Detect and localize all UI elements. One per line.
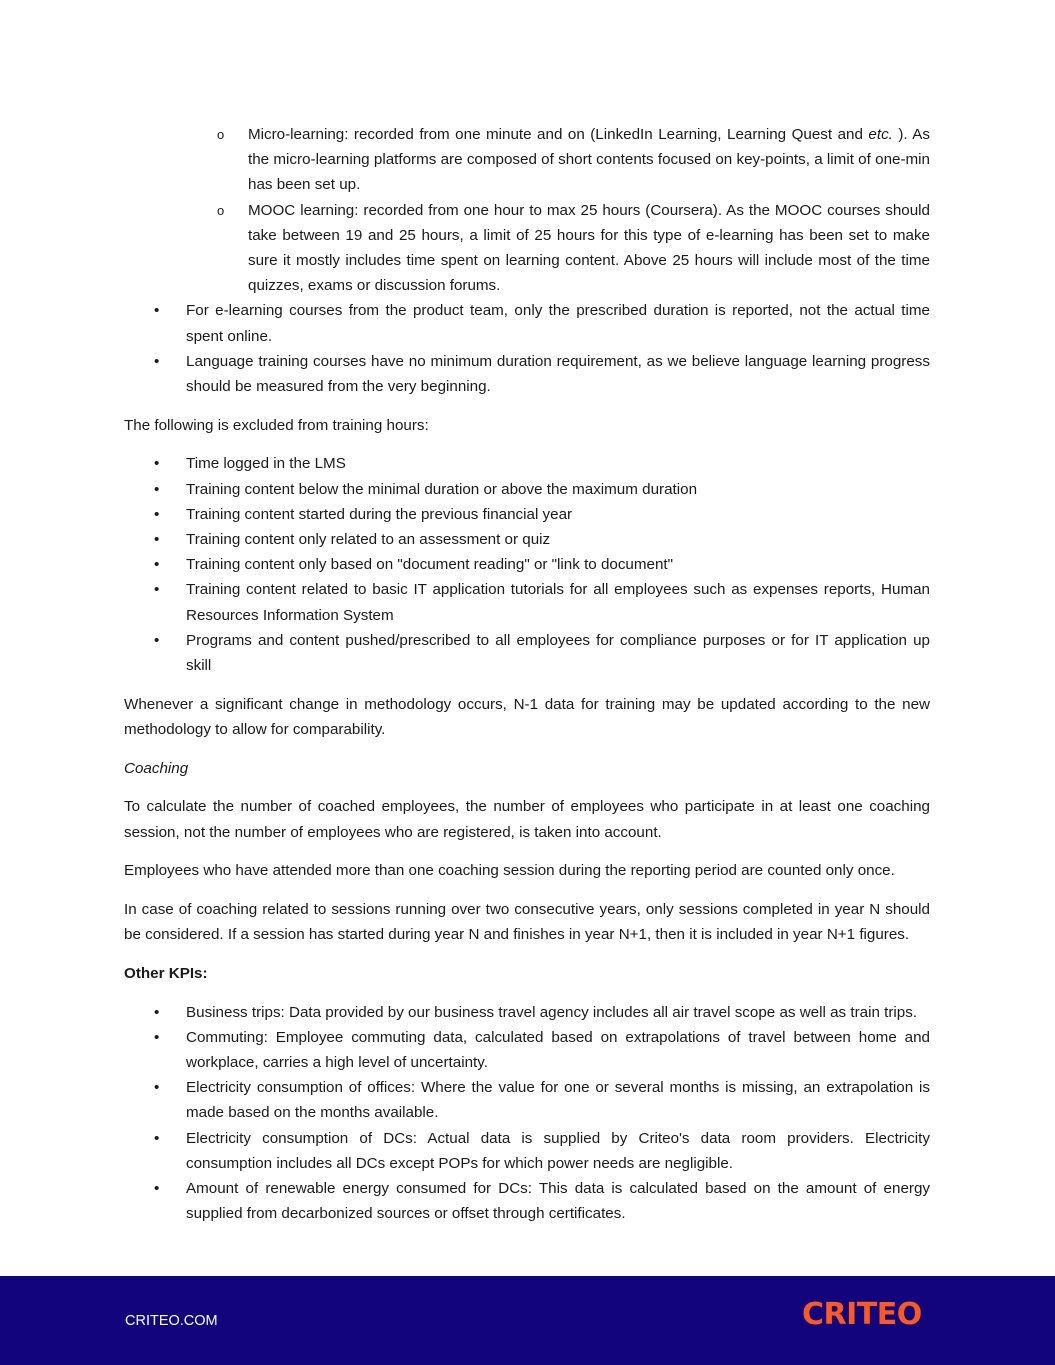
section-heading-coaching: Coaching [124,759,189,777]
list-item: • Training content started during the previous financial year [154,505,573,523]
criteo-logo: CRITEO [802,1297,922,1332]
item-text: Business trips: Data provided by our business travel agency includes all air travel scope as well as train trips. [186,1003,918,1021]
paragraph: Employees who have attended more than one coaching session during the reporting period are counted only once. [124,862,895,880]
item-text: Training content below the minimal duration or above the maximum duration [186,480,698,498]
list-item: • Commuting: Employee commuting data, calculated based on extrapolations of travel between home and workplace, carries a high level of uncertainty. [154,1028,930,1071]
sub-bullet-list [124,122,930,399]
item-text: Electricity consumption of DCs: Actual data is supplied by Criteo's data room providers. Electricity consumption includes all DCs except POPs for which power needs are negligible. [186,1129,930,1172]
list-item: • Training content related to basic IT application tutorials for all employees such as expenses reports, Human Resources Information System [154,581,930,624]
list-item: • Training content below the minimal duration or above the maximum duration [154,480,698,498]
other-kpis-list [124,1000,930,1227]
item-text: Amount of renewable energy consumed for DCs: This data is calculated based on the amount of energy supplied from decarbonized sources or offset through certificates. [186,1180,930,1223]
list-item: • Electricity consumption of offices: Where the value for one or several months is missing, an extrapolation is made based on the months available. [154,1079,930,1122]
item-text: Training content started during the previous financial year [186,505,573,523]
item-text: Commuting: Employee commuting data, calculated based on extrapolations of travel between home and workplace, carries a high level of uncertainty. [186,1028,930,1071]
footer [0,1276,1055,1365]
item-text: For e-learning courses from the product team, only the prescribed duration is reported, not the actual time spent online. [186,302,930,345]
item-text: Micro-learning: recorded from one minute and on (LinkedIn Learning, Learning Quest and [248,126,869,143]
list-item: • Training content only related to an assessment or quiz [154,531,551,549]
paragraph: In case of coaching related to sessions running over two consecutive years, only sessions completed in year N should be considered. If a session has started during year N and finishes in year N+1, then it is included in year N+1 figures. [124,900,930,944]
item-text-italic: etc. [868,126,893,143]
list-item: • Electricity consumption of DCs: Actual data is supplied by Criteo's data room providers. Electricity consumption includes all DCs except POPs for which power needs are negligible. [154,1129,930,1172]
item-text: Training content related to basic IT application tutorials for all employees such as expenses reports, Human Resources Information System [186,581,930,624]
list-item: • Language training courses have no minimum duration requirement, as we believe language learning progress should be measured from the very beginning. [154,352,930,396]
list-item: o MOOC learning: recorded from one hour to max 25 hours (Coursera). As the MOOC courses should take between 19 and 25 hours, a limit of 25 hours for this type of e-learning has been set to make sure it mostly includes time spent on learning content. Above 25 hours will include most of the time quizzes, exams or discussion forums. [217,201,930,295]
list-item: • Business trips: Data provided by our business travel agency includes all air travel scope as well as train trips. [154,1003,918,1021]
item-text: Training content only based on "document reading" or "link to document" [186,556,674,574]
document-body [124,122,930,1240]
list-item: • Programs and content pushed/prescribed to all employees for compliance purposes or for IT application up skill [154,631,930,675]
list-item: o Micro-learning: recorded from one minute and on (LinkedIn Learning, Learning Quest and etc. ). As the micro-learning platforms are composed of short contents focused on key-points, a limit of one-min has been set up. [217,126,931,194]
paragraph: Whenever a significant change in methodology occurs, N-1 data for training may be updated according to the new methodology to allow for comparability. [124,695,930,738]
section-heading-other-kpis: Other KPIs: [124,964,208,982]
item-text: Programs and content pushed/prescribed to all employees for compliance purposes or for IT application up skill [186,631,930,675]
list-item: • Time logged in the LMS [154,455,346,473]
item-text: Time logged in the LMS [186,455,346,473]
item-text: ). As the micro-learning platforms are composed of short contents focused on key-points, a limit of one-min has been set up. [248,126,931,194]
paragraph: The following is excluded from training hours: [124,416,429,434]
item-text: Language training courses have no minimum duration requirement, as we believe language learning progress should be measured from the very beginning. [186,352,930,396]
excluded-list [124,451,930,678]
list-item: • Training content only based on "document reading" or "link to document" [154,556,674,574]
item-text: Electricity consumption of offices: Where the value for one or several months is missing, an extrapolation is made based on the months available. [186,1079,930,1122]
list-item: • For e-learning courses from the product team, only the prescribed duration is reported, not the actual time spent online. [154,302,930,345]
footer-site-link[interactable]: CRITEO.COM [125,1313,218,1329]
item-text: MOOC learning: recorded from one hour to max 25 hours (Coursera). As the MOOC courses should take between 19 and 25 hours, a limit of 25 hours for this type of e-learning has been set to make sure it mostly includes time spent on learning content. Above 25 hours will include most of the time quizzes, exams or discussion forums. [248,201,930,295]
item-text: Training content only related to an assessment or quiz [186,531,551,549]
list-item: • Amount of renewable energy consumed for DCs: This data is calculated based on the amount of energy supplied from decarbonized sources or offset through certificates. [154,1180,930,1223]
paragraph: To calculate the number of coached employees, the number of employees who participate in at least one coaching session, not the number of employees who are registered, is taken into account. [124,798,930,841]
